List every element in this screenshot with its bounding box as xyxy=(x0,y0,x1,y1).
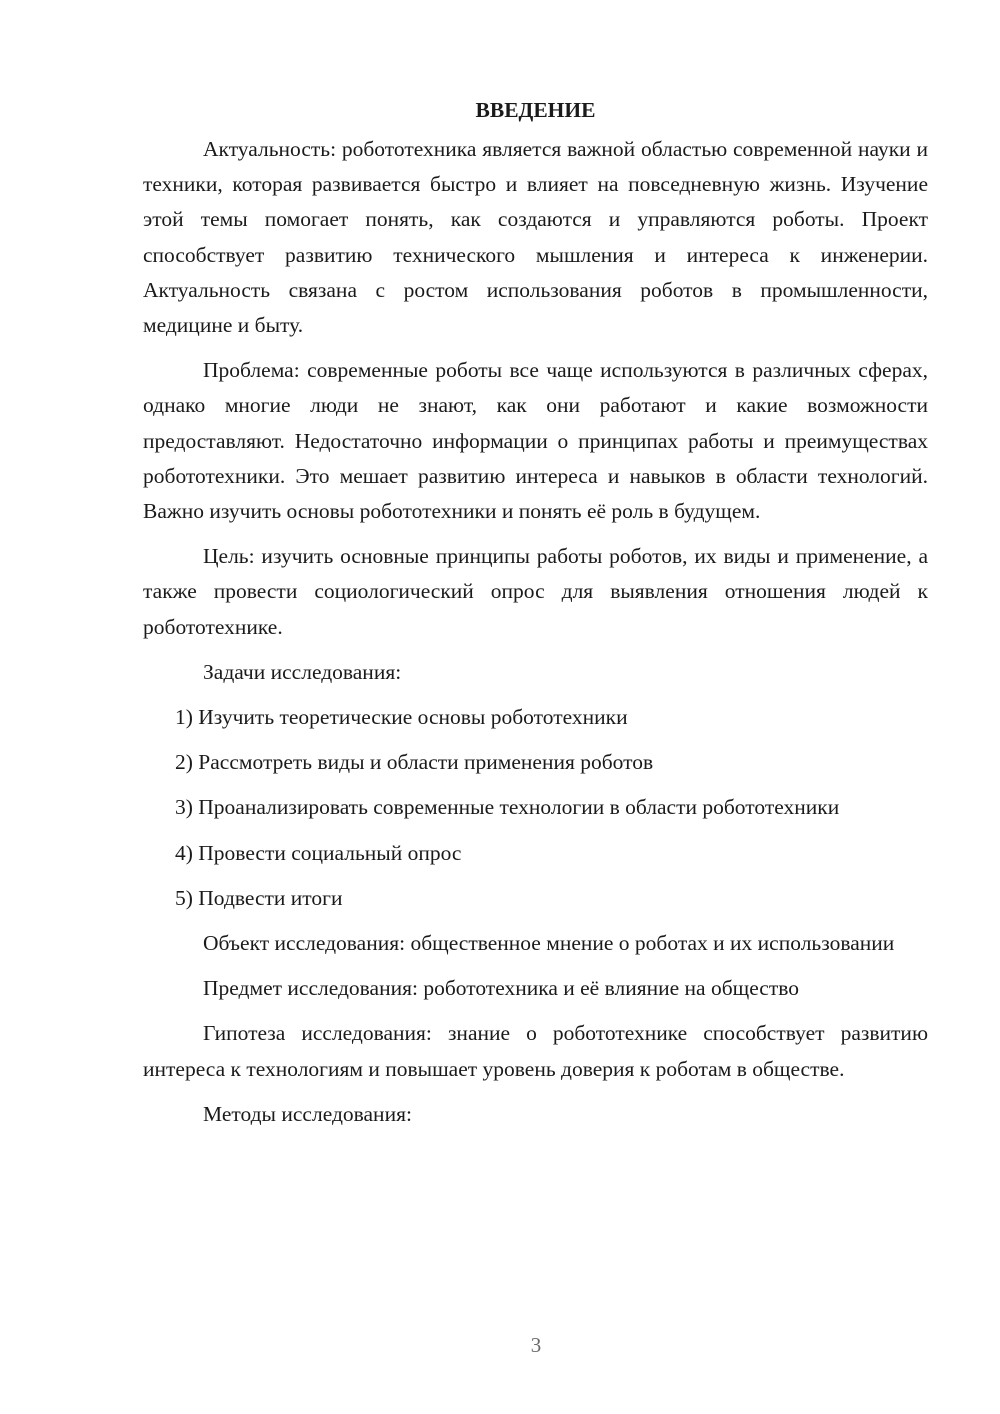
methods-heading: Методы исследования: xyxy=(203,1101,412,1126)
task-item-1: 1) Изучить теоретические основы робототехники xyxy=(175,705,628,730)
task-item-2: 2) Рассмотреть виды и области применения роботов xyxy=(175,750,654,775)
goal-paragraph: Цель: изучить основные принципы работы роботов, их виды и применение, а также провести социологический опрос для выявления отношения людей к робототехнике. xyxy=(143,544,928,639)
document-page xyxy=(143,92,928,1142)
task-item-5: 5) Подвести итоги xyxy=(175,885,343,910)
task-item-4: 4) Провести социальный опрос xyxy=(175,840,462,865)
page-number: 3 xyxy=(530,1333,542,1357)
task-item-3: 3) Проанализировать современные технологии в области робототехники xyxy=(175,795,840,820)
problem-paragraph: Проблема: современные роботы все чаще используются в различных сферах, однако многие люди не знают, как они работают и какие возможности предоставляют. Недостаточно информации о принципах работы и преимуществах робототехники. Это мешает развитию интереса и навыков в области технологий. Важно изучить основы робототехники и понять её роль в будущем. xyxy=(143,358,928,524)
object-paragraph: Объект исследования: общественное мнение о роботах и их использовании xyxy=(203,931,895,956)
relevance-paragraph: Актуальность: робототехника является важной областью современной науки и техники, которая развивается быстро и влияет на повседневную жизнь. Изучение этой темы помогает понять, как создаются и управляются роботы. Проект способствует развитию технического мышления и интереса к инженерии. Актуальность связана с ростом использования роботов в промышленности, медицине и быту. xyxy=(143,137,928,338)
section-title: ВВЕДЕНИЕ xyxy=(475,98,596,122)
hypothesis-paragraph: Гипотеза исследования: знание о робототехнике способствует развитию интереса к технологиям и повышает уровень доверия к роботам в обществе. xyxy=(143,1021,928,1081)
tasks-heading: Задачи исследования: xyxy=(203,659,402,684)
subject-paragraph: Предмет исследования: робототехника и её влияние на общество xyxy=(203,976,799,1001)
